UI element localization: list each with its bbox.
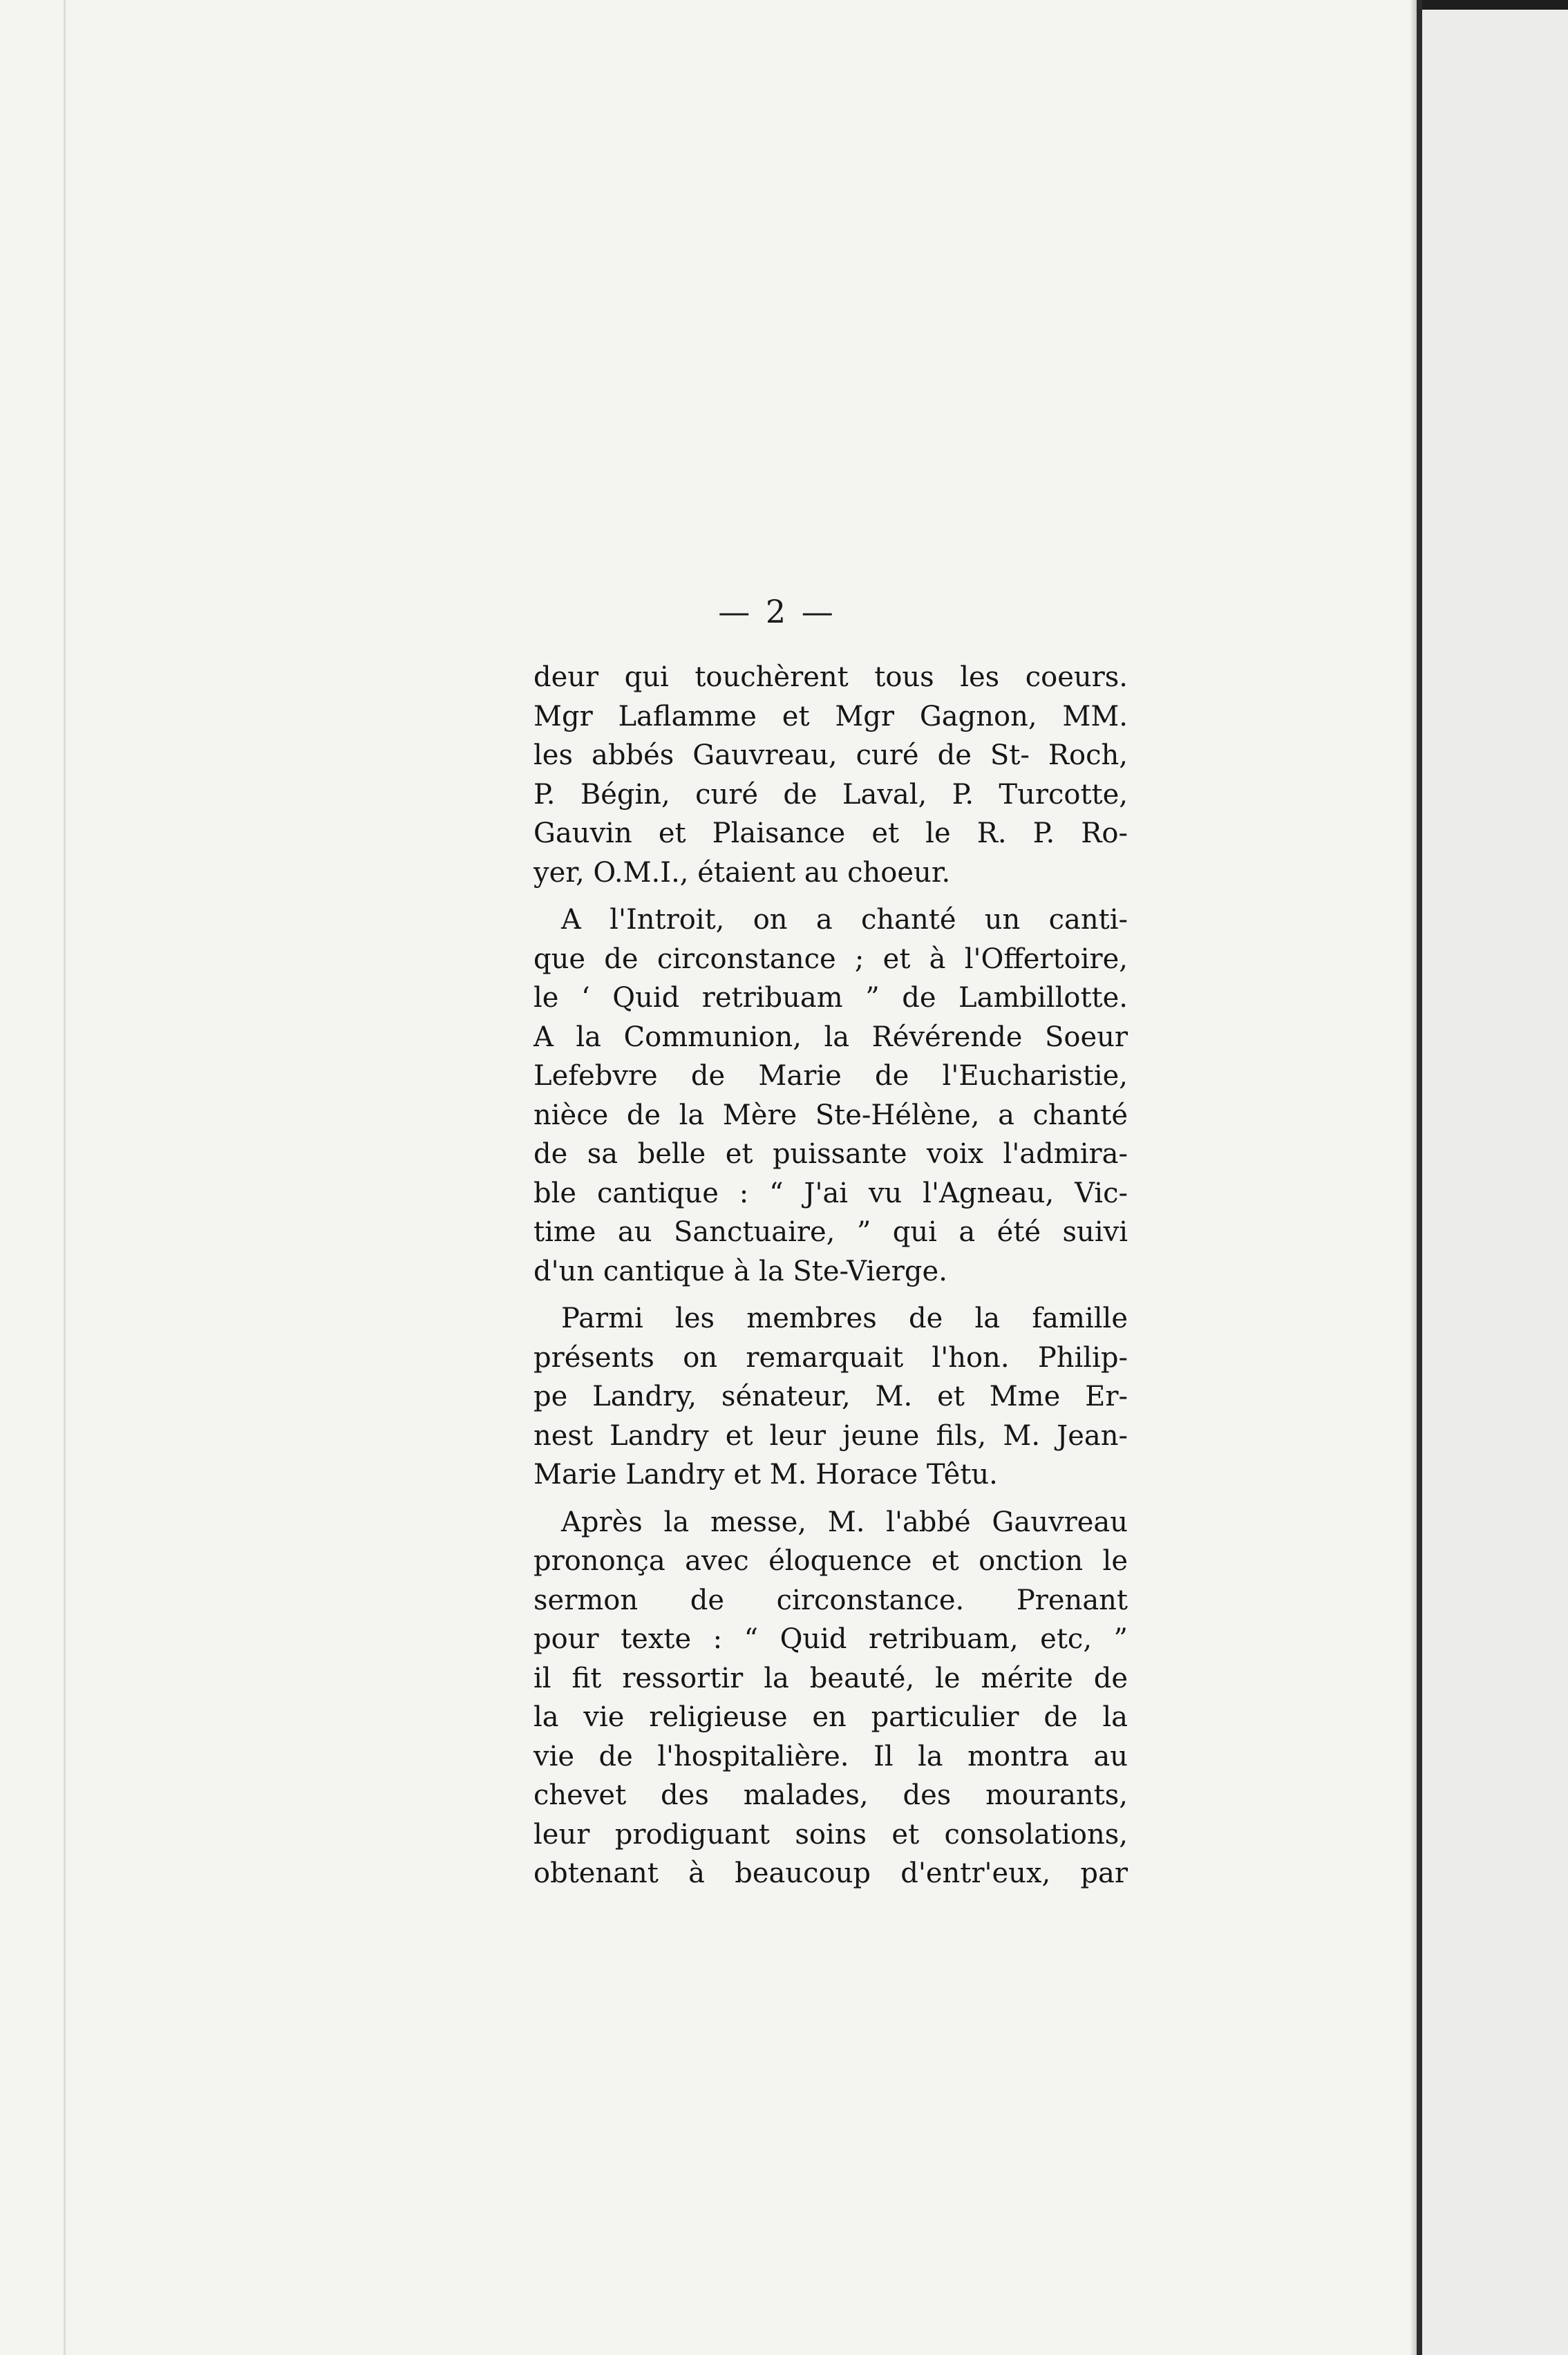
text-line: ble cantique : “ J'ai vu l'Agneau, Vic- [533, 1177, 1128, 1209]
text-line: A la Communion, la Révérende Soeur [533, 1021, 1128, 1053]
text-line: que de circonstance ; et à l'Offertoire, [533, 943, 1128, 975]
text-line: chevet des malades, des mourants, [533, 1779, 1128, 1811]
text-line: leur prodiguant soins et consolations, [533, 1818, 1128, 1851]
text-line: la vie religieuse en particulier de la [533, 1701, 1128, 1733]
text-line: Gauvin et Plaisance et le R. P. Ro- [533, 817, 1128, 849]
text-line: pour texte : “ Quid retribuam, etc, ” [533, 1623, 1128, 1655]
text-line: Marie Landry et M. Horace Têtu. [533, 1459, 998, 1491]
text-line: time au Sanctuaire, ” qui a été suivi [533, 1216, 1128, 1248]
text-line: deur qui touchèrent tous les coeurs. [533, 661, 1128, 693]
text-line: nest Landry et leur jeune fils, M. Jean- [533, 1419, 1128, 1452]
binding-shadow [1410, 0, 1417, 2355]
paragraph-4 [533, 1503, 1128, 1893]
text-line: le ‘ Quid retribuam ” de Lambillotte. [533, 982, 1128, 1014]
body-text [533, 658, 1128, 1902]
text-line: sermon de circonstance. Prenant [533, 1584, 1128, 1616]
facing-page-top-edge [1422, 0, 1568, 10]
text-line: vie de l'hospitalière. Il la montra au [533, 1740, 1128, 1772]
text-line: pe Landry, sénateur, M. et Mme Er- [533, 1381, 1128, 1412]
paragraph-2 [533, 900, 1128, 1291]
text-line: prononça avec éloquence et onction le [533, 1545, 1128, 1577]
text-line: de sa belle et puissante voix l'admira- [533, 1138, 1128, 1170]
text-line: Mgr Laflamme et Mgr Gagnon, MM. [533, 700, 1128, 732]
paragraph-3 [533, 1299, 1128, 1495]
text-line: Lefebvre de Marie de l'Eucharistie, [533, 1060, 1128, 1092]
text-line: A l'Introit, on a chanté un canti- [561, 904, 1128, 936]
facing-page-strip [1422, 0, 1568, 2355]
text-line: d'un cantique à la Ste-Vierge. [533, 1255, 947, 1287]
text-line: obtenant à beaucoup d'entr'eux, par [533, 1857, 1128, 1889]
text-line: Parmi les membres de la famille [561, 1303, 1128, 1334]
text-line: nièce de la Mère Ste-Hélène, a chanté [533, 1099, 1128, 1131]
text-line: P. Bégin, curé de Laval, P. Turcotte, [533, 778, 1128, 811]
page-left-edge [64, 0, 66, 2355]
text-line: il fit ressortir la beauté, le mérite de [533, 1662, 1128, 1694]
text-line: présents on remarquait l'hon. Philip- [533, 1341, 1128, 1374]
paragraph-1 [533, 658, 1128, 892]
binding-edge [1417, 0, 1422, 2355]
text-line: yer, O.M.I., étaient au choeur. [533, 856, 951, 889]
text-line: les abbés Gauvreau, curé de St- Roch, [533, 739, 1128, 771]
text-line: Après la messe, M. l'abbé Gauvreau [561, 1506, 1128, 1538]
page-number: — 2 — [718, 593, 836, 630]
